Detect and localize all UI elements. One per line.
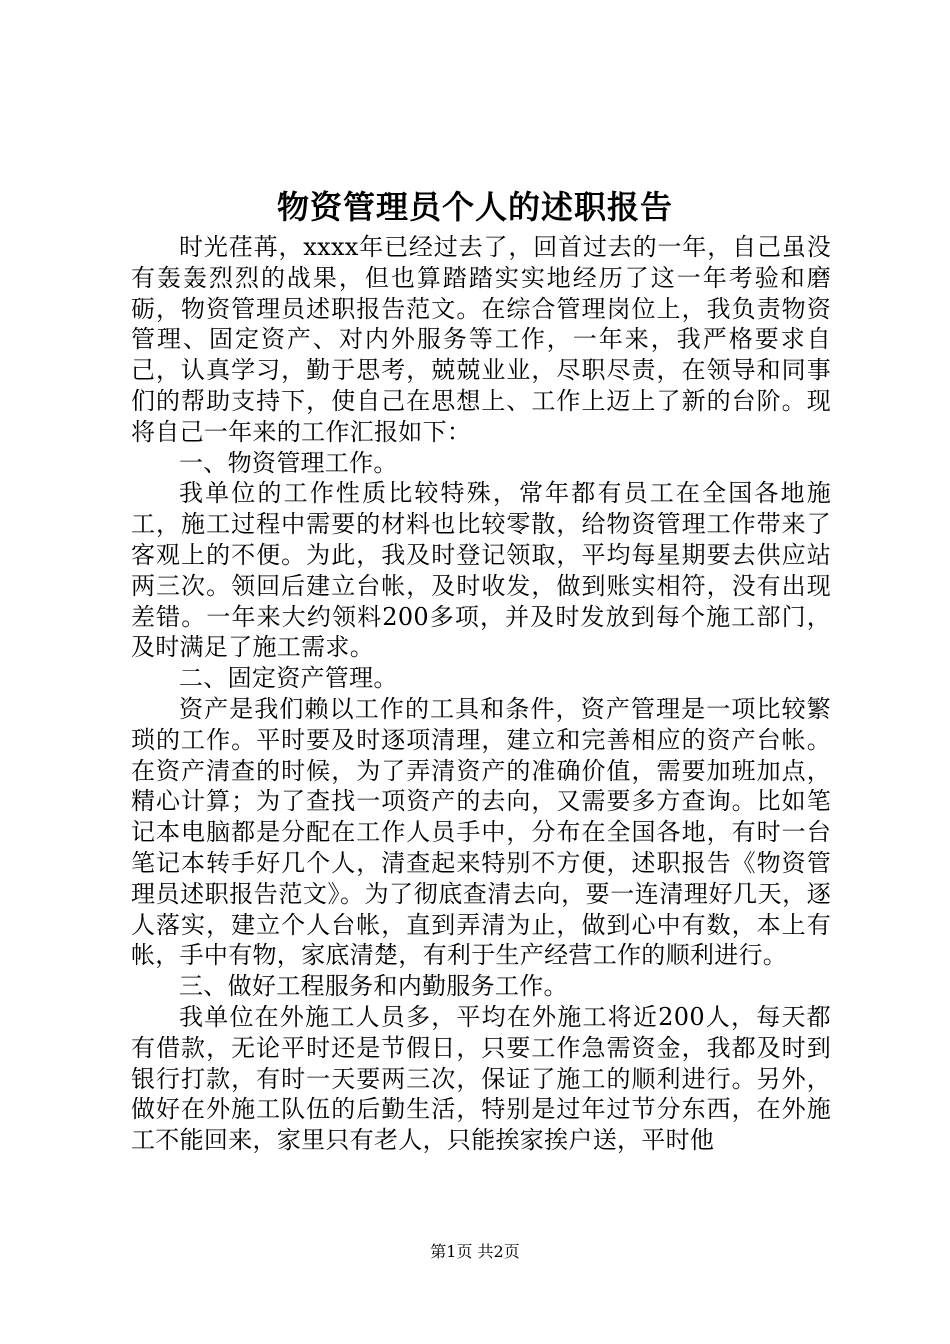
document-body: [131, 232, 831, 1156]
section-heading-2: 二、固定资产管理。: [179, 664, 398, 693]
document-title: 物资管理员个人的述职报告: [276, 188, 673, 226]
paragraph-section-2: 资产是我们赖以工作的工具和条件，资产管理是一项比较繁琐的工作。平时要及时逐项清理，建立和完善相应的资产台帐。在资产清查的时候，为了弄清资产的准确价值，需要加班加点，精心计算；为了查找一项资产的去向，又需要多方查询。比如笔记本电脑都是分配在工作人员手中，分布在全国各地，有时一台笔记本转手好几个人，清查起来特别不方便，述职报告《物资管理员述职报告范文》。为了彻底查清去向，要一连清理好几天，逐人落实，建立个人台帐，直到弄清为止，做到心中有数，本上有帐，手中有物，家底清楚，有利于生产经营工作的顺利进行。: [131, 694, 831, 970]
paragraph-intro: 时光荏苒，xxxx年已经过去了，回首过去的一年，自己虽没有轰轰烈烈的战果，但也算踏踏实实地经历了这一年考验和磨砺，物资管理员述职报告范文。在综合管理岗位上，我负责物资管理、固定资产、对内外服务等工作，一年来，我严格要求自己，认真学习，勤于思考，兢兢业业，尽职尽责，在领导和同事们的帮助支持下，使自己在思想上、工作上迈上了新的台阶。现将自己一年来的工作汇报如下：: [131, 233, 831, 446]
section-heading-3: 三、做好工程服务和内勤服务工作。: [179, 972, 568, 1001]
section-heading-1: 一、物资管理工作。: [179, 448, 398, 477]
paragraph-section-3: 我单位在外施工人员多，平均在外施工将近200人，每天都有借款，无论平时还是节假日，只要工作急需资金，我都及时到银行打款，有时一天要两三次，保证了施工的顺利进行。另外，做好在外施工队伍的后勤生活，特别是过年过节分东西，在外施工不能回来，家里只有老人，只能挨家挨户送，平时他: [131, 1002, 831, 1155]
page-footer: 第1页 共2页: [430, 1242, 520, 1261]
paragraph-section-1: 我单位的工作性质比较特殊，常年都有员工在全国各地施工，施工过程中需要的材料也比较零散，给物资管理工作带来了客观上的不便。为此，我及时登记领取，平均每星期要去供应站两三次。领回后建立台帐，及时收发，做到账实相符，没有出现差错。一年来大约领料200多项，并及时发放到每个施工部门，及时满足了施工需求。: [131, 479, 831, 662]
